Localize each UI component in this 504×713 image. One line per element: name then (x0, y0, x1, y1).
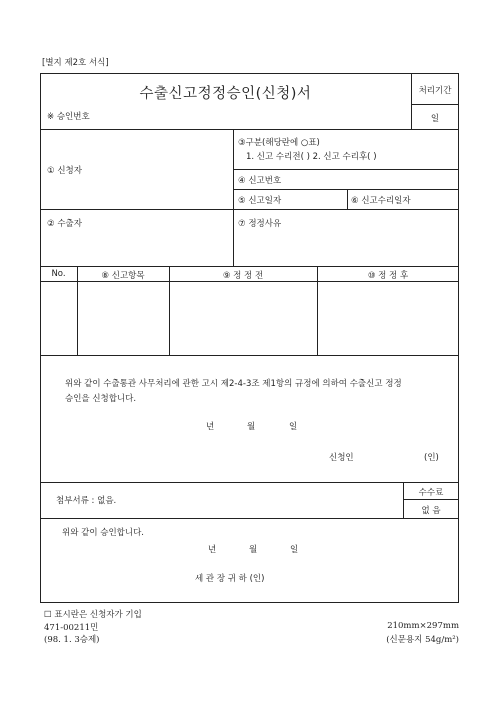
table-header-before: ⑨ 정 정 전 (222, 271, 264, 281)
category-label: ③구분(해당란에 ○표) (238, 138, 320, 148)
divider (233, 209, 459, 210)
approval-year: 년 (208, 545, 217, 555)
divider (40, 482, 459, 483)
applicant-seal: (인) (424, 453, 439, 463)
divider (40, 281, 459, 282)
divider (233, 169, 459, 170)
divider (40, 129, 459, 130)
processing-period-label: 처리기간 (418, 86, 452, 96)
divider (40, 518, 459, 519)
footer-code: 471-00211민 (44, 623, 99, 633)
table-header-no: No. (51, 269, 66, 279)
applicant-label: ① 신청자 (47, 166, 82, 176)
footer-paper: (신문용지 54g/m²) (386, 635, 459, 645)
footer-date: (98. 1. 3승제) (44, 635, 100, 645)
approval-number-label: ※ 승인번호 (47, 112, 90, 122)
divider (40, 355, 459, 356)
acceptance-date-label: ⑥ 신고수리일자 (351, 196, 411, 206)
correction-reason-label: ⑦ 정정사유 (238, 219, 282, 229)
table-header-item: ⑧ 신고항목 (101, 271, 145, 281)
divider (233, 129, 234, 266)
page-title: 수출신고정정승인(신청)서 (139, 86, 312, 102)
approval-line: 위와 같이 승인합니다. (62, 528, 145, 538)
divider (40, 266, 459, 267)
fee-label: 수수료 (418, 488, 444, 498)
statement-month: 월 (247, 422, 256, 432)
divider (347, 189, 348, 209)
footer-size: 210mm×297mm (387, 621, 459, 631)
declaration-number-label: ④ 신고번호 (238, 176, 282, 186)
category-options: 1. 신고 수리전( ) 2. 신고 수리후( ) (246, 152, 377, 162)
form-label: [별지 제2호 서식] (42, 58, 109, 68)
exporter-label: ② 수출자 (47, 219, 82, 229)
customs-chief: 세 관 장 귀 하 (인) (195, 574, 265, 584)
statement-line-1: 위와 같이 수출통관 사무처리에 관한 고시 제2-4-3조 제1항의 규정에 의하여 수출신고 정정 (65, 379, 402, 389)
divider (411, 104, 459, 105)
approval-day: 일 (290, 545, 299, 555)
divider (40, 209, 234, 210)
declaration-date-label: ⑤ 신고일자 (238, 196, 282, 206)
processing-period-value: 일 (430, 114, 440, 124)
divider (233, 189, 459, 190)
attachments-label: 첨부서류 : 없음. (56, 496, 117, 506)
statement-year: 년 (206, 422, 215, 432)
fee-value: 없 음 (421, 506, 441, 516)
table-header-after: ⑩ 정 정 후 (367, 271, 409, 281)
approval-month: 월 (249, 545, 258, 555)
divider (403, 499, 459, 500)
statement-line-2: 승인을 신청합니다. (65, 394, 137, 404)
footer-note: ☐ 표시란은 신청자가 기입 (44, 610, 142, 620)
statement-day: 일 (289, 422, 298, 432)
applicant-signature-label: 신청인 (329, 453, 354, 463)
